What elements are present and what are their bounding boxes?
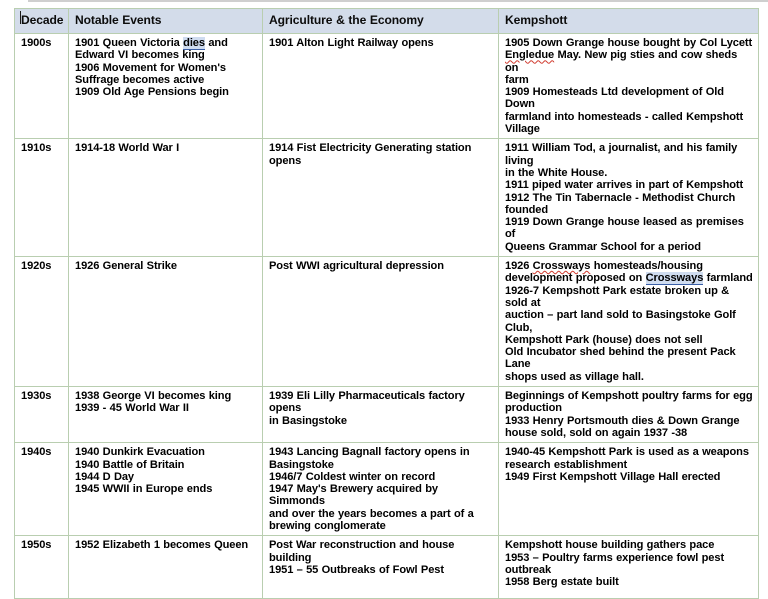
kempshott-line: auction – part land sold to Basingstoke Golf Club, [505, 309, 736, 334]
table-header-row [15, 9, 759, 34]
table-header [15, 9, 759, 34]
kempshott-line: founded [505, 203, 549, 216]
agriculture-line: and over the years becomes a part of a [269, 507, 474, 520]
agriculture-line: Post War reconstruction and house building [269, 539, 455, 564]
cell-notable-events [69, 139, 263, 257]
table-row [15, 257, 759, 387]
timeline-table [14, 8, 759, 599]
cell-decade: 1900s [15, 34, 69, 139]
kempshott-line: Engledue May. New pig sties and cow sheds on [505, 49, 738, 74]
column-header-kempshott[interactable]: Kempshott [499, 9, 759, 34]
kempshott-line: production [505, 402, 562, 415]
event-line: 1939 - 45 World War II [75, 402, 189, 415]
table-row [15, 387, 759, 443]
kempshott-line: 1940-45 Kempshott Park is used as a weapons [505, 446, 749, 459]
table-body [15, 34, 759, 599]
event-line: 1940 Battle of Britain [75, 458, 185, 471]
kempshott-line: development proposed on Crossways farmland [505, 272, 753, 285]
event-line: 1909 Old Age Pensions begin [75, 86, 229, 99]
event-line: Suffrage becomes active [75, 73, 205, 86]
agriculture-line: 1939 Eli Lilly Pharmaceuticals factory opens [269, 390, 465, 415]
cell-agriculture-economy [263, 536, 499, 599]
kempshott-line: Old Incubator shed behind the present Pack Lane [505, 346, 736, 371]
text-cursor [20, 11, 21, 24]
kempshott-line: farm [505, 73, 529, 86]
kempshott-line: 1911 piped water arrives in part of Kempshott [505, 179, 744, 192]
agriculture-line: 1946/7 Coldest winter on record [269, 470, 436, 483]
kempshott-line: outbreak [505, 563, 552, 576]
misspelled-word[interactable]: Crossways [532, 260, 591, 273]
kempshott-line: 1912 The Tin Tabernacle - Methodist Church [505, 191, 736, 204]
kempshott-line: 1919 Down Grange house leased as premises of [505, 216, 744, 241]
kempshott-line: in the White House. [505, 166, 608, 179]
cell-decade: 1940s [15, 443, 69, 536]
agriculture-line: 1947 May's Brewery acquired by Simmonds [269, 483, 438, 508]
agriculture-line: 1943 Lancing Bagnall factory opens in [269, 446, 470, 459]
cell-agriculture-economy [263, 139, 499, 257]
column-header-agriculture-economy[interactable]: Agriculture & the Economy [263, 9, 499, 34]
cell-decade: 1910s [15, 139, 69, 257]
kempshott-line: 1958 Berg estate built [505, 576, 619, 589]
cell-kempshott [499, 257, 759, 387]
cell-kempshott [499, 34, 759, 139]
cell-notable-events [69, 443, 263, 536]
cell-notable-events [69, 536, 263, 599]
cell-kempshott [499, 443, 759, 536]
kempshott-line: research establishment [505, 458, 628, 471]
agriculture-line: 1914 Fist Electricity Generating station opens [269, 142, 472, 167]
table-row [15, 443, 759, 536]
link-text-crossways[interactable]: Crossways [645, 272, 704, 285]
event-line: 1952 Elizabeth 1 becomes Queen [75, 539, 249, 552]
event-line: 1940 Dunkirk Evacuation [75, 446, 205, 459]
kempshott-line: 1909 Homesteads Ltd development of Old Down [505, 86, 724, 111]
timeline-table-container [14, 8, 758, 599]
kempshott-line: house sold, sold on again 1937 -38 [505, 426, 688, 439]
table-row [15, 536, 759, 599]
kempshott-line: Kempshott house building gathers pace [505, 539, 715, 552]
event-line: 1944 D Day [75, 470, 135, 483]
kempshott-line: 1926-7 Kempshott Park estate broken up & sold at [505, 284, 730, 309]
cell-decade: 1930s [15, 387, 69, 443]
misspelled-word[interactable]: Engledue [505, 49, 555, 62]
page-top-rule [28, 0, 768, 2]
agriculture-line: Post WWI agricultural depression [269, 260, 444, 273]
kempshott-line: Beginnings of Kempshott poultry farms for egg [505, 390, 753, 403]
kempshott-line: shops used as village hall. [505, 370, 644, 383]
agriculture-line: 1901 Alton Light Railway opens [269, 37, 434, 49]
kempshott-line: 1905 Down Grange house bought by Col Lycett [505, 37, 753, 49]
kempshott-line: 1933 Henry Portsmouth dies & Down Grange [505, 414, 740, 427]
kempshott-line: 1926 Crossways homesteads/housing [505, 260, 703, 273]
cell-kempshott [499, 387, 759, 443]
link-text-dies[interactable]: dies [183, 37, 205, 49]
column-header-notable-events[interactable]: Notable Events [69, 9, 263, 34]
cell-kempshott [499, 536, 759, 599]
event-line: 1926 General Strike [75, 260, 177, 273]
kempshott-line: Kempshott Park (house) does not sell [505, 333, 703, 346]
cell-agriculture-economy [263, 257, 499, 387]
table-row [15, 34, 759, 139]
cell-notable-events [69, 387, 263, 443]
kempshott-line: 1911 William Tod, a journalist, and his family living [505, 142, 738, 167]
agriculture-line: brewing conglomerate [269, 519, 386, 532]
kempshott-line: Queens Grammar School for a period [505, 240, 701, 253]
event-line: 1938 George VI becomes king [75, 390, 232, 403]
event-line: 1906 Movement for Women's [75, 61, 226, 74]
cell-decade: 1950s [15, 536, 69, 599]
agriculture-line: in Basingstoke [269, 414, 347, 427]
column-header-decade[interactable]: Decade [15, 9, 69, 34]
event-line: 1945 WWII in Europe ends [75, 483, 213, 496]
cell-decade: 1920s [15, 257, 69, 387]
cell-agriculture-economy [263, 34, 499, 139]
kempshott-line: 1949 First Kempshott Village Hall erected [505, 470, 721, 483]
cell-agriculture-economy [263, 443, 499, 536]
event-line: Edward VI becomes king [75, 49, 205, 62]
kempshott-line: Village [505, 123, 540, 136]
cell-notable-events [69, 257, 263, 387]
kempshott-line: 1953 – Poultry farms experience fowl pest [505, 551, 725, 564]
cell-kempshott [499, 139, 759, 257]
agriculture-line: Basingstoke [269, 458, 334, 471]
kempshott-line: farmland into homesteads - called Kempshott [505, 110, 744, 123]
table-row [15, 139, 759, 257]
agriculture-line: 1951 – 55 Outbreaks of Fowl Pest [269, 563, 444, 576]
cell-notable-events [69, 34, 263, 139]
event-line: 1914-18 World War I [75, 142, 180, 155]
cell-agriculture-economy [263, 387, 499, 443]
event-line: 1901 Queen Victoria dies and [75, 37, 228, 49]
